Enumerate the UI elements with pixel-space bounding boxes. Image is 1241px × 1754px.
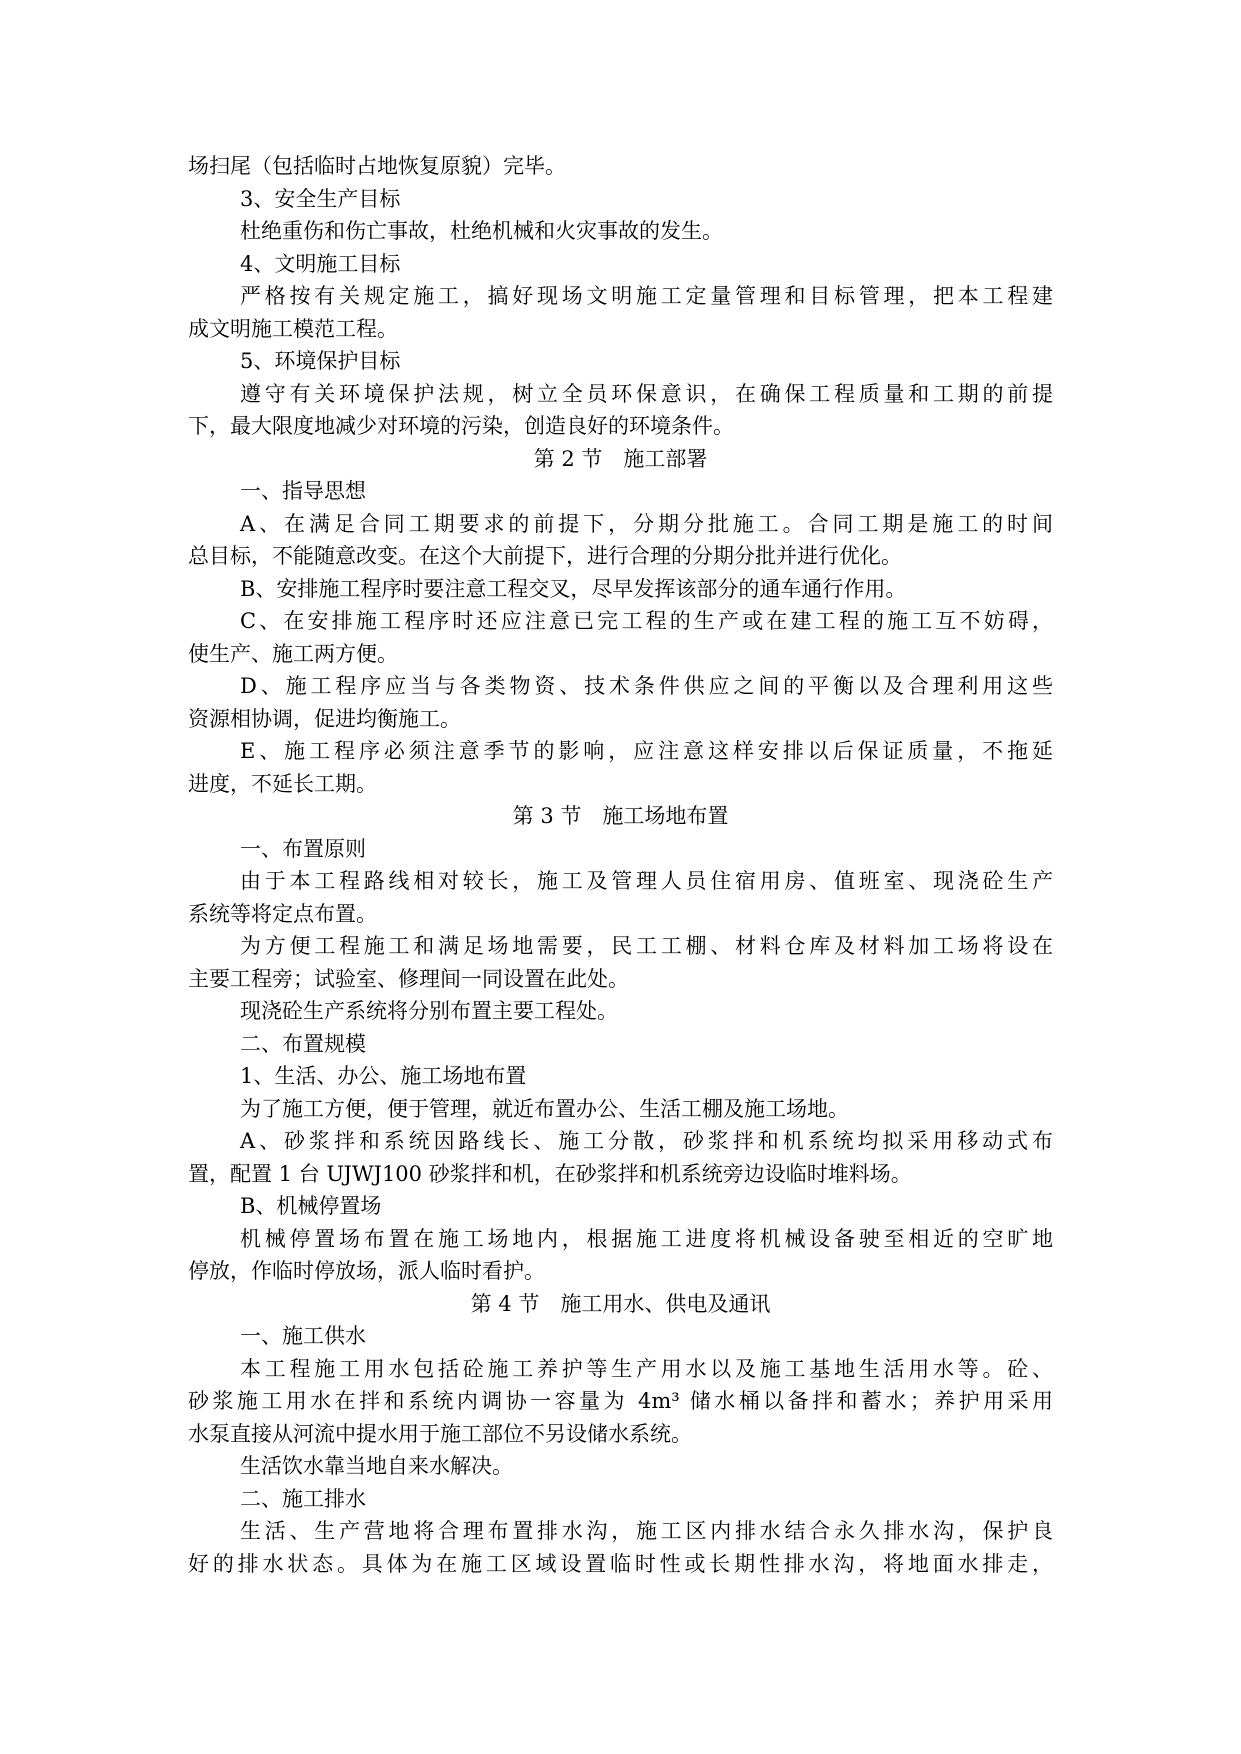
text-line: 1、生活、办公、施工场地布置 [240, 1064, 527, 1088]
text-line: 系统等将定点布置。 [188, 901, 377, 926]
text-line: 本工程施工用水包括砼施工养护等生产用水以及施工基地生活用水等。砼、 [240, 1356, 1053, 1381]
text-line: 置，配置 1 台 UJWJ100 砂浆拌和机，在砂浆拌和机系统旁边设临时堆料场。 [188, 1161, 912, 1186]
text-line: 严格按有关规定施工，搞好现场文明施工定量管理和目标管理，把本工程建 [240, 284, 1053, 308]
document-page [188, 150, 1053, 1580]
text-line: A、在满足合同工期要求的前提下，分期分批施工。合同工期是施工的时间 [240, 511, 1053, 536]
text-line: 资源相协调，促进均衡施工。 [188, 706, 461, 731]
text-line: 主要工程旁；试验室、修理间一同设置在此处。 [188, 966, 629, 991]
text-line: 总目标，不能随意改变。在这个大前提下，进行合理的分期分批并进行优化。 [188, 544, 902, 568]
text-line: D、施工程序应当与各类物资、技术条件供应之间的平衡以及合理利用这些 [240, 674, 1053, 698]
text-line: 由于本工程路线相对较长，施工及管理人员住宿用房、值班室、现浇砼生产 [240, 869, 1053, 893]
text-line: 一、指导思想 [240, 479, 366, 503]
text-line: 下，最大限度地减少对环境的污染，创造良好的环境条件。 [188, 414, 734, 438]
text-line: A、砂浆拌和系统因路线长、施工分散，砂浆拌和机系统均拟采用移动式布 [240, 1129, 1053, 1153]
text-line: 生活、生产营地将合理布置排水沟，施工区内排水结合永久排水沟，保护良 [240, 1519, 1053, 1543]
text-line: 现浇砼生产系统将分别布置主要工程处。 [240, 999, 618, 1023]
text-line: 5、环境保护目标 [240, 349, 401, 373]
text-line: 生活饮水靠当地自来水解决。 [240, 1454, 513, 1478]
section-heading: 第 4 节 施工用水、供电及通讯 [470, 1291, 771, 1316]
text-line: B、机械停置场 [240, 1194, 382, 1218]
text-line: 二、施工排水 [240, 1486, 366, 1511]
text-line: 使生产、施工两方便。 [188, 641, 398, 666]
text-line: 水泵直接从河流中提水用于施工部位不另设储水系统。 [188, 1421, 692, 1446]
text-line: C、在安排施工程序时还应注意已完工程的生产或在建工程的施工互不妨碍， [240, 609, 1053, 633]
text-line: 砂浆施工用水在拌和系统内调协一容量为 4m³ 储水桶以备拌和蓄水；养护用采用 [188, 1389, 1053, 1413]
section-heading: 第 2 节 施工部署 [533, 446, 708, 471]
text-line: 机械停置场布置在施工场地内，根据施工进度将机械设备驶至相近的空旷地 [240, 1226, 1053, 1251]
text-line: 3、安全生产目标 [240, 186, 401, 211]
text-line: 杜绝重伤和伤亡事故，杜绝机械和火灾事故的发生。 [240, 219, 723, 243]
text-line: B、安排施工程序时要注意工程交叉，尽早发挥该部分的通车通行作用。 [240, 576, 907, 601]
text-line: 好的排水状态。具体为在施工区域设置临时性或长期性排水沟，将地面水排走， [188, 1551, 1053, 1576]
section-heading: 第 3 节 施工场地布置 [512, 804, 729, 828]
text-line: E、施工程序必须注意季节的影响，应注意这样安排以后保证质量，不拖延 [240, 739, 1053, 763]
text-line: 为了施工方便，便于管理，就近布置办公、生活工棚及施工场地。 [240, 1096, 849, 1121]
text-line: 场扫尾（包括临时占地恢复原貌）完毕。 [188, 154, 566, 178]
text-line: 二、布置规模 [240, 1031, 366, 1056]
text-line: 4、文明施工目标 [240, 251, 401, 276]
text-line: 进度，不延长工期。 [188, 771, 377, 796]
text-line: 停放，作临时停放场，派人临时看护。 [188, 1259, 545, 1283]
text-line: 为方便工程施工和满足场地需要，民工工棚、材料仓库及材料加工场将设在 [240, 934, 1053, 958]
text-line: 一、布置原则 [240, 836, 366, 861]
text-line: 成文明施工模范工程。 [188, 316, 398, 341]
text-line: 遵守有关环境保护法规，树立全员环保意识，在确保工程质量和工期的前提 [240, 381, 1053, 406]
text-line: 一、施工供水 [240, 1324, 366, 1348]
